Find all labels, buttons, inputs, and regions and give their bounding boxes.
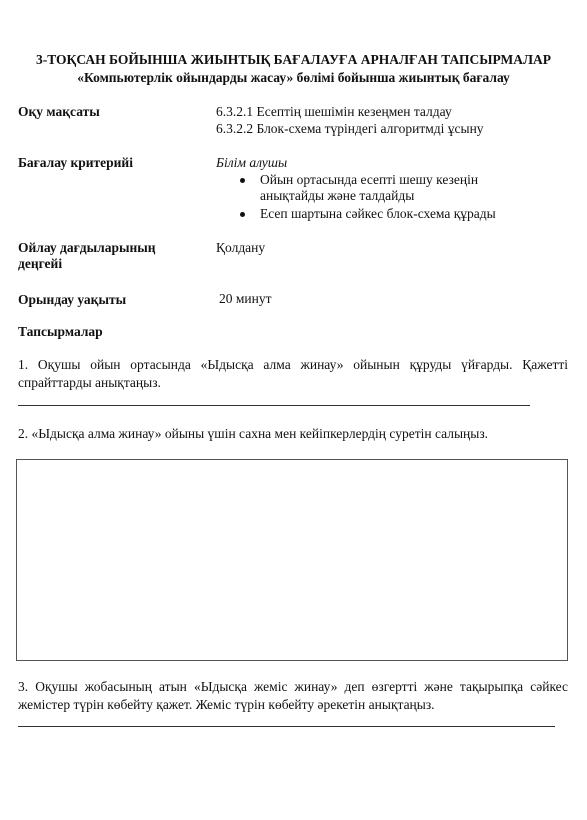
criteria-list — [216, 172, 516, 224]
thinking-value: Қолдану — [216, 240, 266, 255]
criteria-label: Бағалау критерийі — [18, 155, 133, 170]
goal-item-2: 6.3.2.2 Блок-схема түріндегі алгоритмді ұсыну — [216, 121, 484, 136]
tasks-heading: Тапсырмалар — [18, 324, 103, 339]
task-1-text: 1. Оқушы ойын ортасында «Ыдысқа алма жинау» ойынын құруды үйғарды. Қажетті спрайттарды анықтаңыз. — [18, 357, 568, 390]
task-3-text: 3. Оқушы жобасының атын «Ыдысқа жеміс жинау» деп өзгертті және тақырыпқа сәйкес жемістер түрін көбейту қажет. Жеміс түрін көбейту әрекетін анықтаңыз. — [18, 679, 568, 712]
task-2-text: 2. «Ыдысқа алма жинау» ойыны үшін сахна мен кейіпкерлердің суретін салыңыз. — [18, 426, 489, 441]
answer-line-3[interactable] — [18, 726, 555, 727]
goal-label: Оқу мақсаты — [18, 104, 100, 119]
page-title: 3-ТОҚСАН БОЙЫНША ЖИЫНТЫҚ БАҒАЛАУҒА АРНАЛҒАН ТАПСЫРМАЛАР — [35, 52, 552, 67]
bullet-icon — [240, 212, 245, 217]
page-subtitle: «Компьютерлік ойындарды жасау» бөлімі бойынша жиынтық бағалау — [77, 70, 510, 85]
criteria-intro: Білім алушы — [216, 155, 288, 170]
criteria-item: Ойын ортасында есепті шешу кезеңін анықтайды және талдайды — [216, 172, 516, 204]
bullet-icon — [240, 178, 245, 183]
answer-line-1[interactable] — [18, 405, 530, 406]
criteria-item: Есеп шартына сәйкес блок-схема құрады — [216, 206, 516, 222]
time-label: Орындау уақыты — [18, 292, 127, 307]
goal-item-1: 6.3.2.1 Есептің шешімін кезеңмен талдау — [216, 104, 452, 119]
time-value: 20 минут — [219, 291, 272, 306]
thinking-label: Ойлау дағдыларының деңгейі — [18, 240, 156, 271]
drawing-area[interactable] — [16, 459, 568, 661]
